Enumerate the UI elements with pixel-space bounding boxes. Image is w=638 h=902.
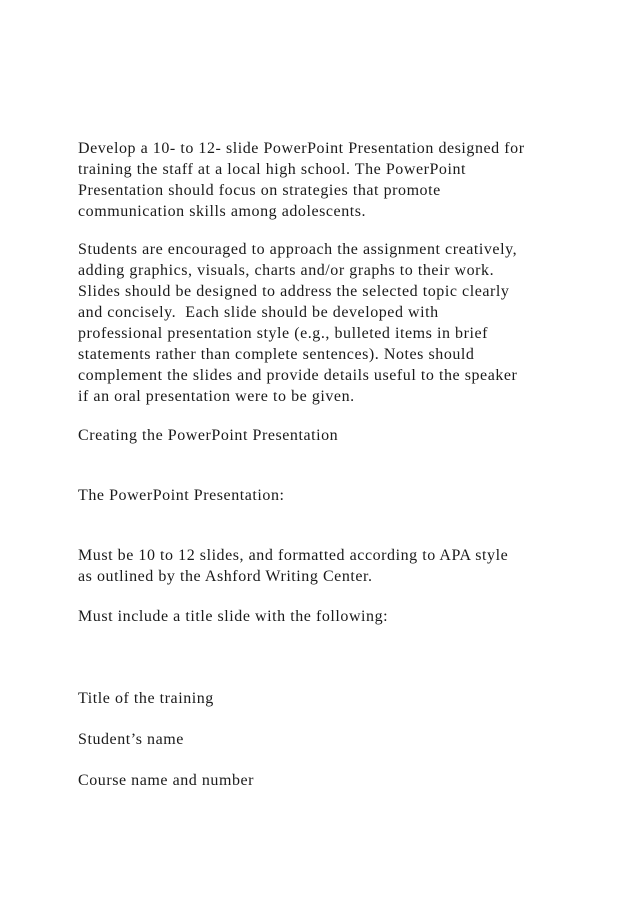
paragraph-line: Must include a title slide with the following: xyxy=(78,608,389,625)
paragraph-line: Develop a 10- to 12- slide PowerPoint Presentation designed for xyxy=(78,140,525,157)
paragraph-line: training the staff at a local high school. The PowerPoint xyxy=(78,161,467,178)
paragraph-line: statements rather than complete sentences). Notes should xyxy=(78,346,475,363)
paragraph-line: professional presentation style (e.g., bulleted items in brief xyxy=(78,325,488,342)
list-item: Course name and number xyxy=(78,772,255,789)
list-item: Student’s name xyxy=(78,731,184,748)
paragraph-line: as outlined by the Ashford Writing Center. xyxy=(78,568,373,585)
list-item: Title of the training xyxy=(78,690,214,707)
section-heading: Creating the PowerPoint Presentation xyxy=(78,427,339,444)
paragraph-line: Presentation should focus on strategies that promote xyxy=(78,182,441,199)
paragraph-line: adding graphics, visuals, charts and/or graphs to their work. xyxy=(78,262,495,279)
paragraph-line: if an oral presentation were to be given. xyxy=(78,388,355,405)
paragraph-line: complement the slides and provide details useful to the speaker xyxy=(78,367,518,384)
paragraph-line: and concisely. Each slide should be developed with xyxy=(78,304,439,321)
paragraph-line: Must be 10 to 12 slides, and formatted according to APA style xyxy=(78,547,509,564)
section-heading: The PowerPoint Presentation: xyxy=(78,487,285,504)
paragraph-line: communication skills among adolescents. xyxy=(78,203,367,220)
paragraph-line: Slides should be designed to address the selected topic clearly xyxy=(78,283,510,300)
paragraph-line: Students are encouraged to approach the assignment creatively, xyxy=(78,241,518,258)
